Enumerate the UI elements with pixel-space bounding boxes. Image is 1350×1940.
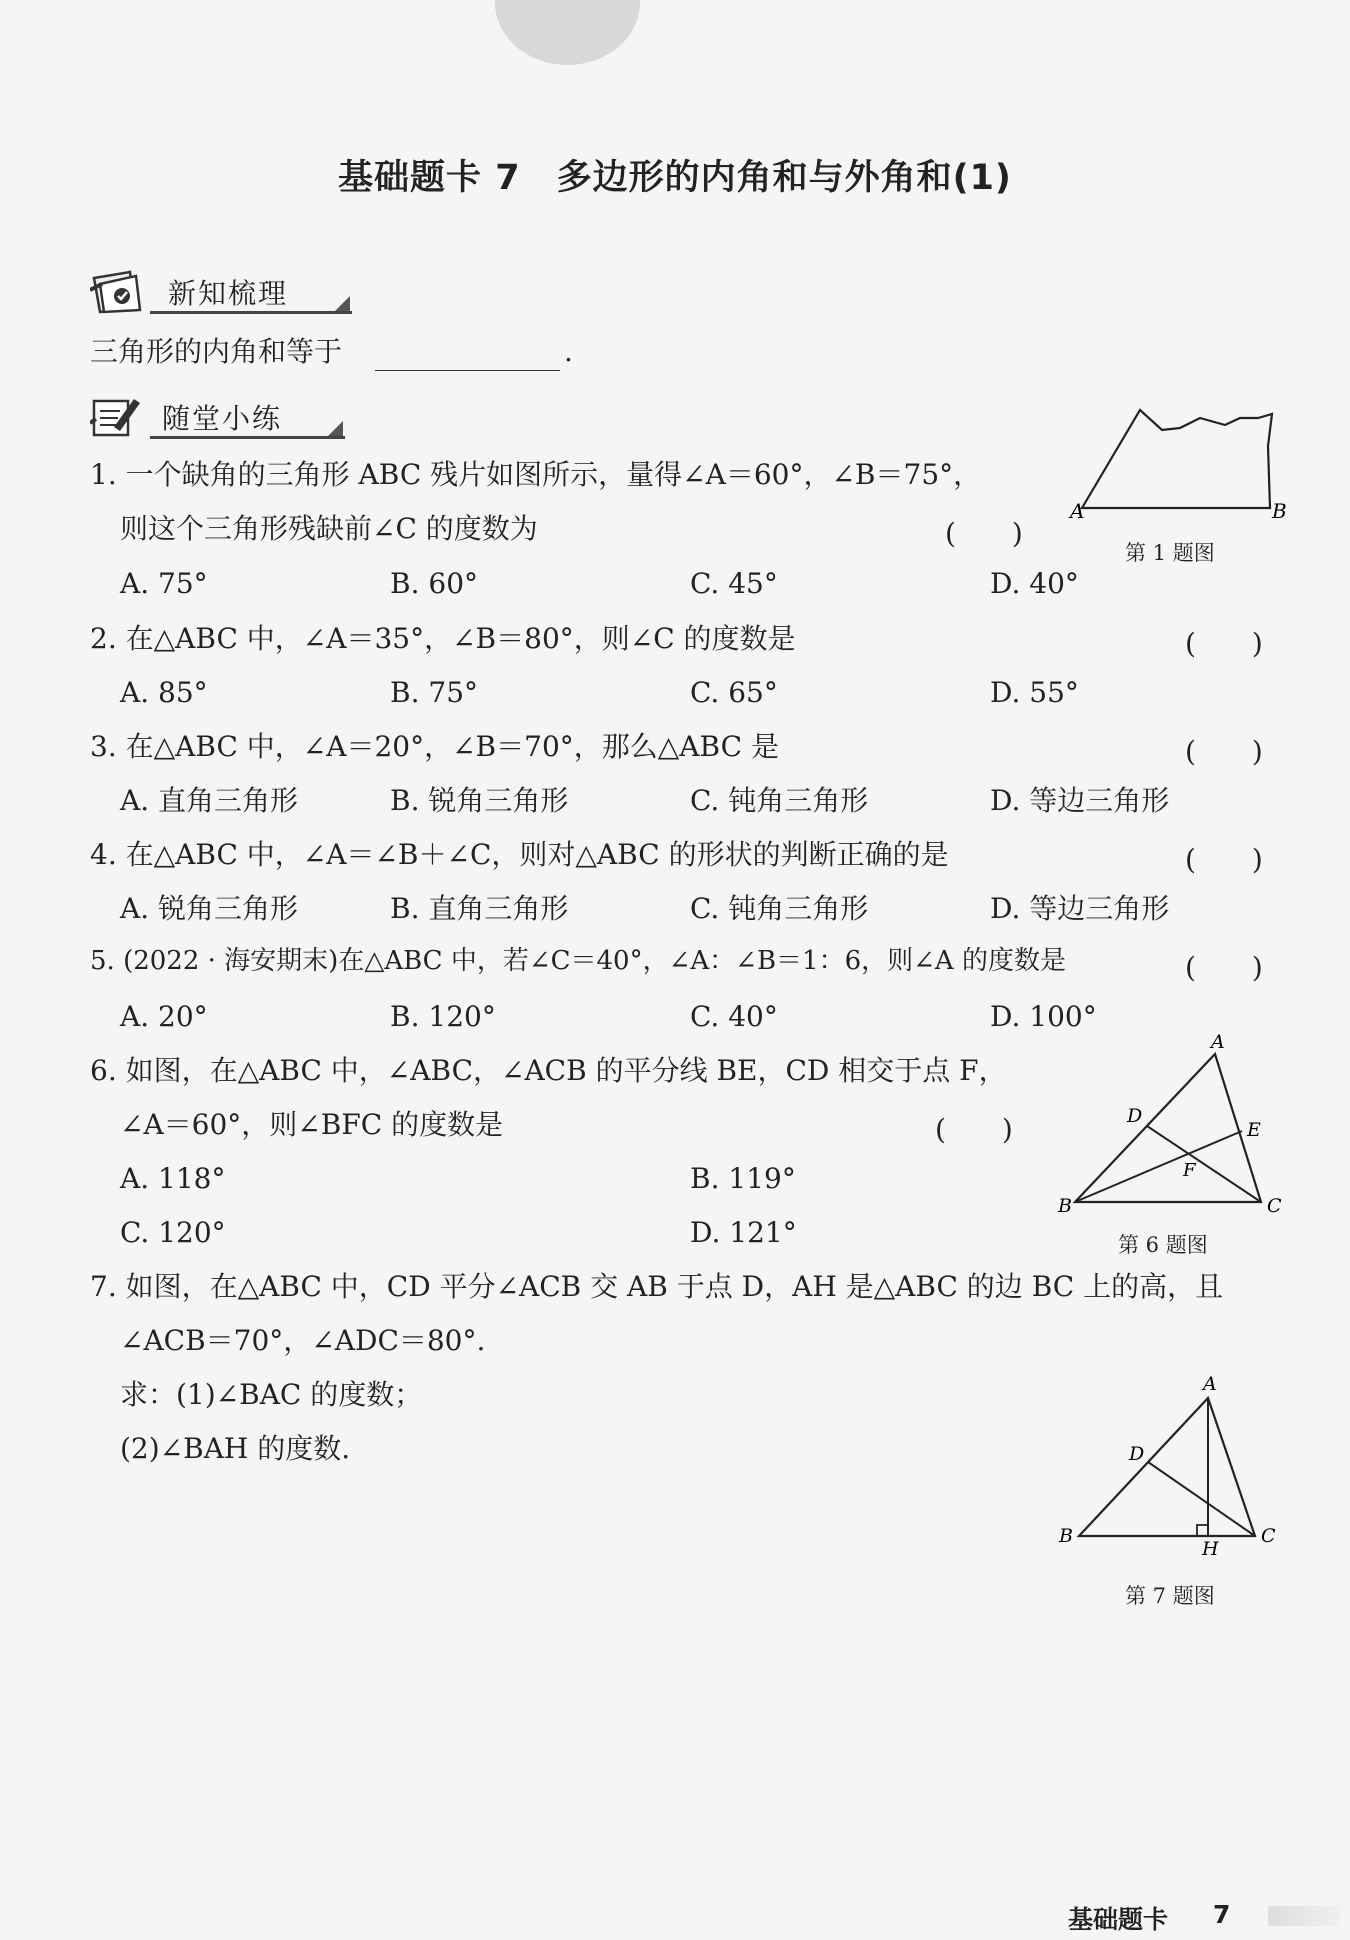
option-b: B. 锐角三角形	[390, 784, 569, 817]
option-d: D. 121°	[690, 1216, 797, 1249]
option-c: C. 120°	[120, 1216, 226, 1249]
question-7-line-3: 求：(1)∠BAC 的度数；	[120, 1378, 423, 1411]
page-title: 基础题卡 7 多边形的内角和与外角和(1)	[338, 158, 1012, 198]
option-b: B. 119°	[690, 1162, 796, 1195]
fill-prompt: 三角形的内角和等于	[90, 335, 343, 368]
vertex-c-label: C	[1261, 1525, 1276, 1547]
vertex-a-label: A	[1203, 1373, 1217, 1395]
option-b: B. 120°	[390, 1000, 496, 1033]
page-number: 7	[1213, 1900, 1231, 1929]
figure-1-caption: 第 1 题图	[1125, 541, 1215, 565]
question-4: 4. 在△ABC 中，∠A＝∠B＋∠C，则对△ABC 的形状的判断正确的是	[90, 838, 949, 871]
footer-label: 基础题卡	[1068, 1905, 1169, 1934]
figure-q1	[1060, 400, 1290, 535]
point-e-label: E	[1247, 1119, 1261, 1141]
option-d: D. 等边三角形	[990, 892, 1170, 925]
notebook-pen-icon	[90, 393, 150, 439]
section-triangle	[328, 421, 343, 436]
vertex-a-label: A	[1211, 1031, 1225, 1053]
option-d: D. 等边三角形	[990, 784, 1170, 817]
option-a: A. 20°	[120, 1000, 208, 1033]
option-a: A. 直角三角形	[120, 784, 299, 817]
question-1-line-2: 则这个三角形残缺前∠C 的度数为	[120, 512, 538, 545]
option-a: A. 118°	[120, 1162, 226, 1195]
answer-bracket: ( )	[935, 1113, 1013, 1146]
footer-decoration	[1268, 1906, 1340, 1926]
option-d: D. 55°	[990, 676, 1079, 709]
answer-bracket: ( )	[945, 517, 1023, 550]
answer-bracket: ( )	[1185, 627, 1263, 660]
option-c: C. 40°	[690, 1000, 778, 1033]
question-7-line-2: ∠ACB＝70°，∠ADC＝80°.	[120, 1324, 486, 1357]
question-6-line-1: 6. 如图，在△ABC 中，∠ABC，∠ACB 的平分线 BE，CD 相交于点 F，	[90, 1054, 1007, 1087]
vertex-b-label: B	[1272, 499, 1287, 523]
answer-bracket: ( )	[1185, 843, 1263, 876]
figure-7-caption: 第 7 题图	[1125, 1584, 1215, 1608]
question-2: 2. 在△ABC 中，∠A＝35°，∠B＝80°，则∠C 的度数是	[90, 622, 796, 655]
scan-shadow	[495, 0, 640, 65]
section-rule	[150, 436, 345, 439]
answer-bracket: ( )	[1185, 951, 1263, 984]
section-header-practice	[90, 393, 345, 439]
option-c: C. 65°	[690, 676, 778, 709]
section-label: 新知梳理	[168, 277, 289, 310]
option-c: C. 钝角三角形	[690, 892, 869, 925]
section-triangle	[335, 296, 350, 311]
vertex-b-label: B	[1058, 1195, 1072, 1217]
question-7-line-4: (2)∠BAH 的度数.	[120, 1432, 351, 1465]
option-d: D. 40°	[990, 567, 1079, 600]
section-label: 随堂小练	[162, 402, 283, 435]
question-7-line-1: 7. 如图，在△ABC 中，CD 平分∠ACB 交 AB 于点 D，AH 是△ABC 的边 BC 上的高，且	[90, 1270, 1224, 1303]
option-c: C. 45°	[690, 567, 778, 600]
figure-q6	[1045, 1030, 1295, 1225]
vertex-c-label: C	[1267, 1195, 1282, 1217]
section-header-new-knowledge	[90, 268, 352, 314]
point-h-label: H	[1202, 1538, 1219, 1555]
section-rule	[150, 311, 352, 314]
option-b: B. 75°	[390, 676, 479, 709]
vertex-b-label: B	[1059, 1525, 1073, 1547]
option-a: A. 85°	[120, 676, 208, 709]
point-d-label: D	[1129, 1443, 1145, 1465]
question-3: 3. 在△ABC 中，∠A＝20°，∠B＝70°，那么△ABC 是	[90, 730, 779, 763]
option-d: D. 100°	[990, 1000, 1097, 1033]
vertex-a-label: A	[1070, 499, 1085, 523]
fill-period: .	[564, 335, 573, 368]
option-c: C. 钝角三角形	[690, 784, 869, 817]
book-icon	[90, 268, 150, 314]
option-b: B. 60°	[390, 567, 479, 600]
question-5: 5. (2022 · 海安期末)在△ABC 中，若∠C＝40°，∠A：∠B＝1：6，则∠A 的度数是	[90, 946, 1066, 976]
figure-6-caption: 第 6 题图	[1118, 1233, 1208, 1257]
option-a: A. 75°	[120, 567, 208, 600]
answer-bracket: ( )	[1185, 735, 1263, 768]
option-a: A. 锐角三角形	[120, 892, 299, 925]
question-1-line-1: 1. 一个缺角的三角形 ABC 残片如图所示，量得∠A＝60°，∠B＝75°，	[90, 458, 982, 491]
question-6-line-2: ∠A＝60°，则∠BFC 的度数是	[120, 1108, 504, 1141]
point-d-label: D	[1127, 1105, 1143, 1127]
answer-blank	[375, 368, 560, 371]
point-f-label: F	[1183, 1160, 1196, 1181]
figure-q7	[1045, 1370, 1295, 1555]
option-b: B. 直角三角形	[390, 892, 569, 925]
